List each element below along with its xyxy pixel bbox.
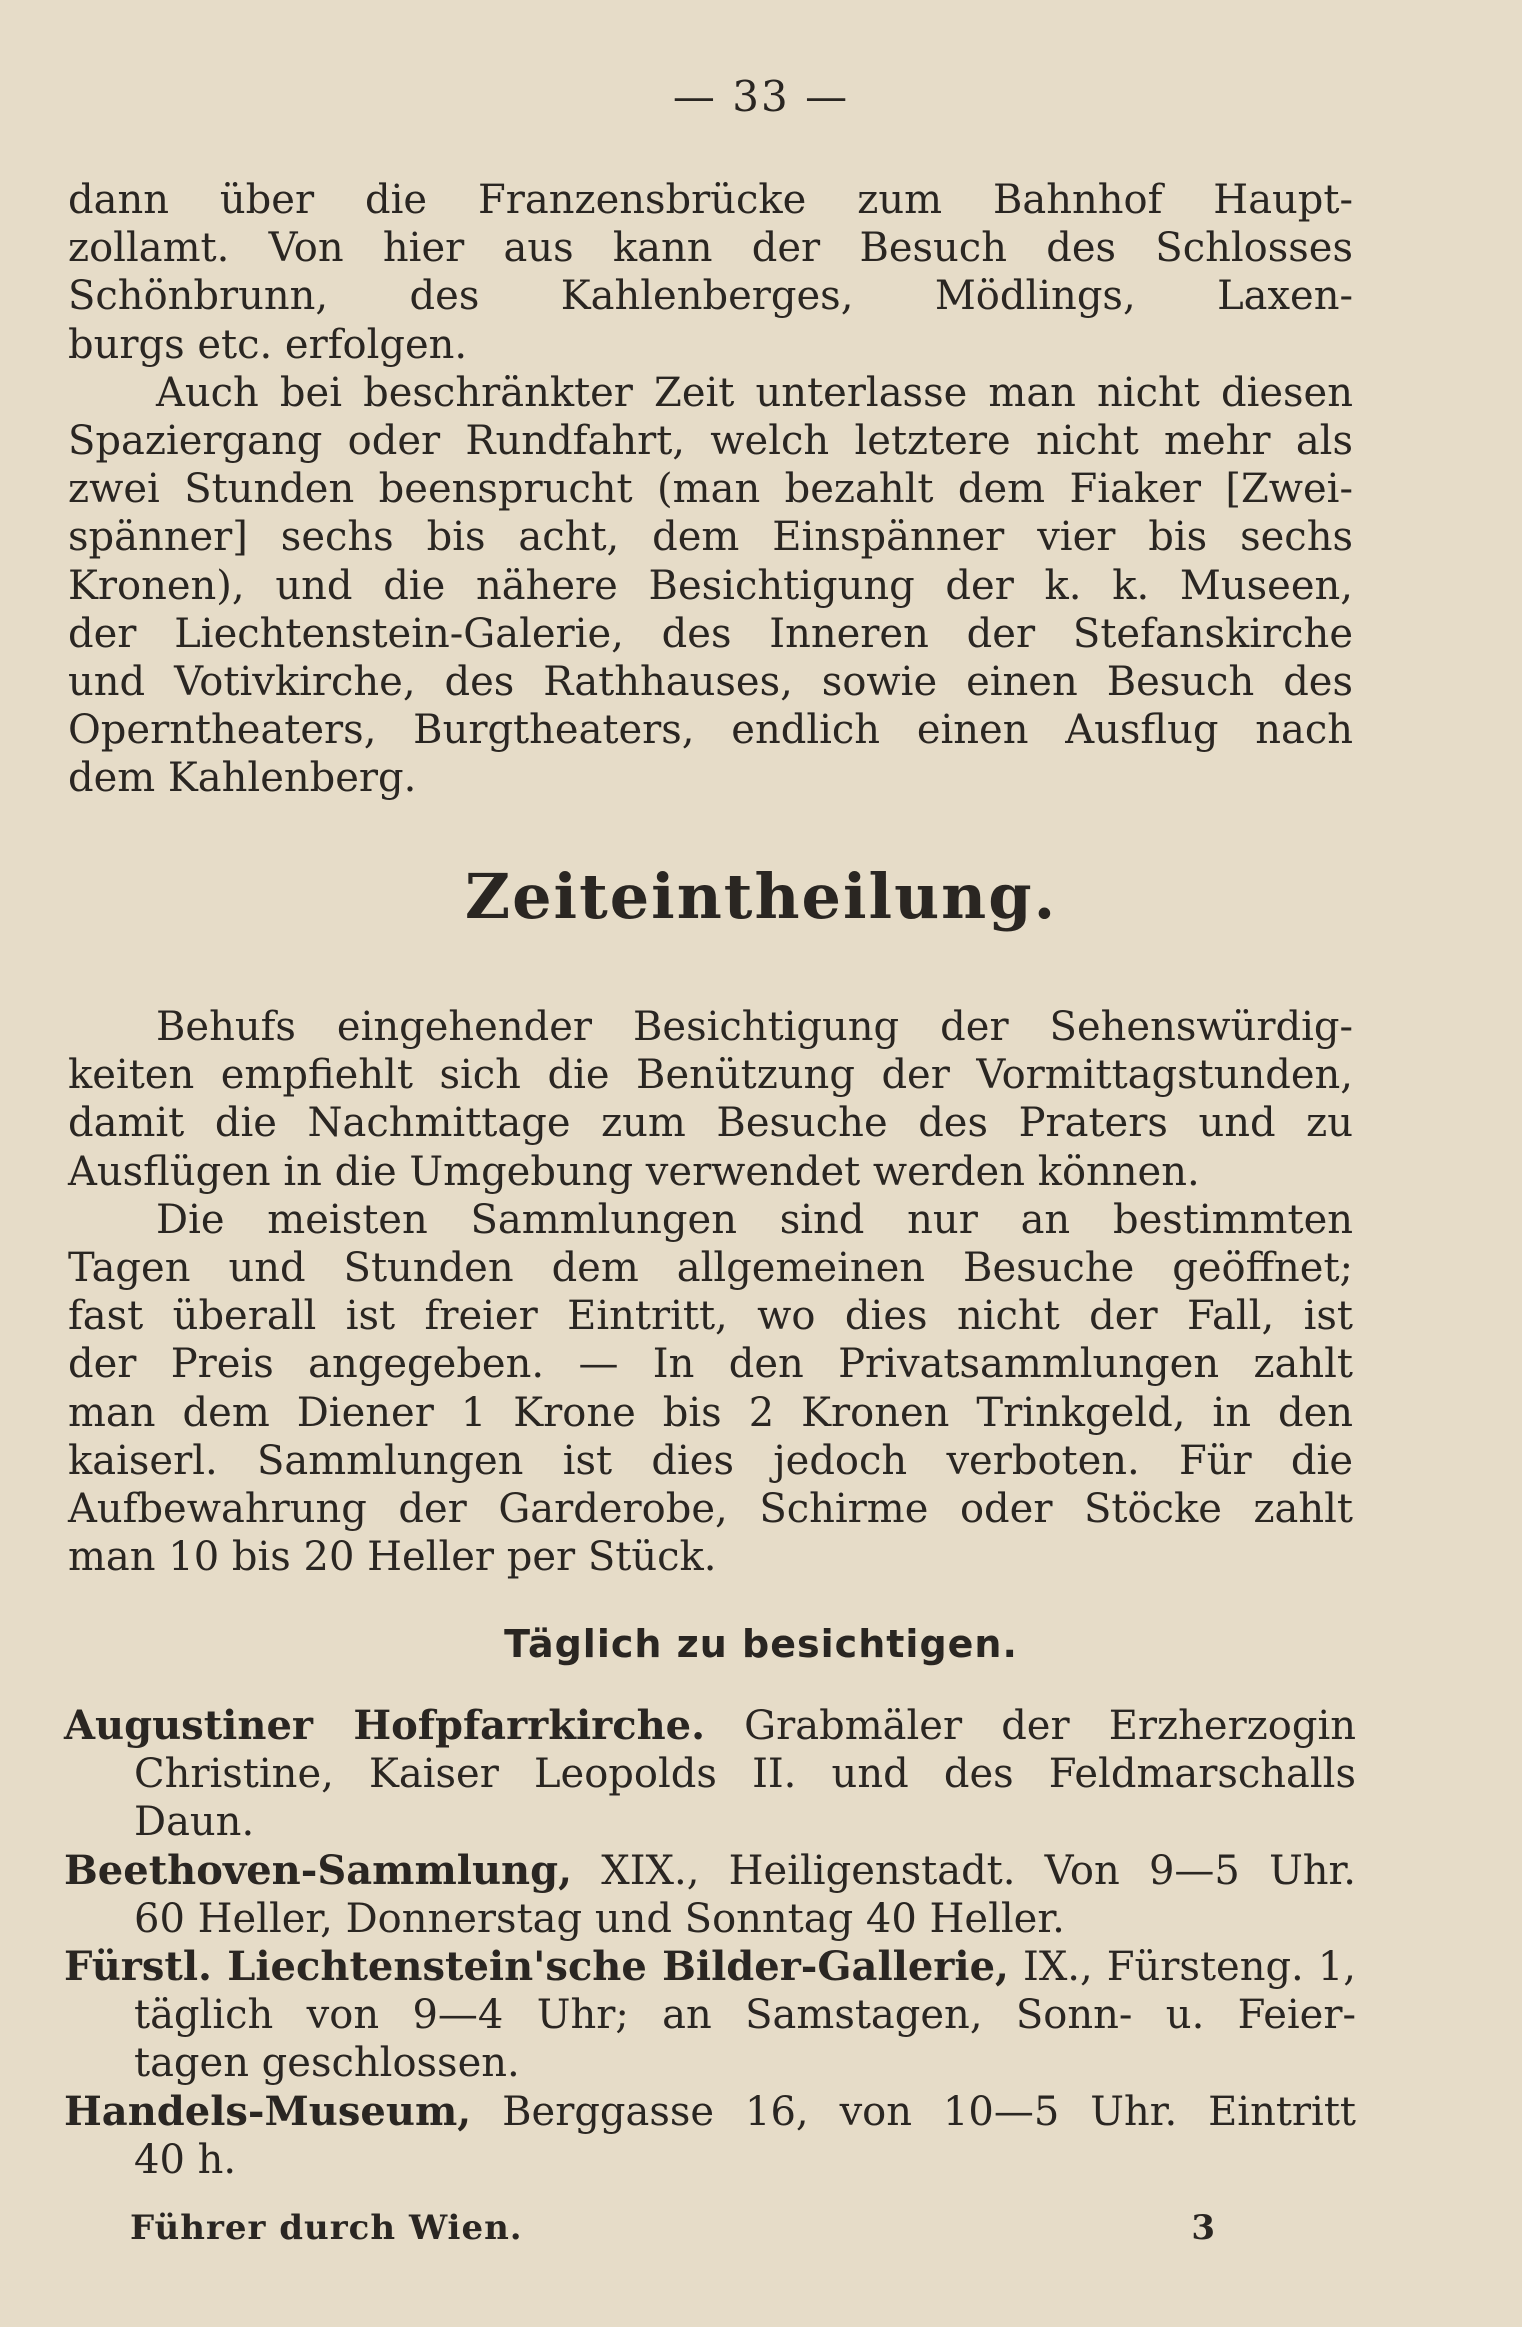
text-line: burgs etc. erfolgen. — [68, 321, 468, 368]
entry-text: Berggasse 16, von 10—5 Uhr. Eintritt — [502, 2088, 1356, 2135]
list-item — [64, 1943, 1356, 2088]
text-line: und Votivkirche, des Rathhauses, sowie einen Besuch des — [68, 659, 1353, 706]
paragraph-continuation — [68, 176, 1353, 803]
entry-name: Fürstl. Liechtenstein'sche Bilder-Gallerie, — [64, 1943, 1009, 1991]
text-line: dann über die Franzensbrücke zum Bahnhof Haupt- — [68, 177, 1353, 223]
entry-first-line — [64, 1702, 1356, 1750]
entry-first-line — [64, 2088, 1356, 2136]
list-item — [64, 1702, 1356, 1847]
text-line: man dem Diener 1 Krone bis 2 Kronen Trinkgeld, in den — [68, 1389, 1353, 1436]
footer-signature: 3 — [1191, 2208, 1215, 2248]
text-line: Schönbrunn, des Kahlenberges, Mödlings, Laxen- — [68, 273, 1353, 320]
subheading: Täglich zu besichtigen. — [504, 1622, 1018, 1666]
text-line: spänner] sechs bis acht, dem Einspänner vier bis sechs — [68, 514, 1353, 561]
text-line: Aufbewahrung der Garderobe, Schirme oder Stöcke zahlt — [68, 1486, 1353, 1533]
page-footer — [130, 2208, 1215, 2248]
entry-name: Beethoven-Sammlung, — [64, 1846, 573, 1894]
text-line: der Preis angegeben. — In den Privatsammlungen zahlt — [68, 1341, 1353, 1388]
entry-text: IX., Fürsteng. 1, — [1023, 1944, 1356, 1991]
text-line: Kronen), und die nähere Besichtigung der k. k. Museen, — [68, 562, 1353, 609]
entry-first-line — [64, 1943, 1356, 1991]
paragraph-timing — [68, 1003, 1353, 1581]
entry-text: Grabmäler der Erzherzogin — [744, 1703, 1356, 1749]
text-line: Christine, Kaiser Leopolds II. und des Feldmarschalls — [134, 1751, 1356, 1798]
text-line: zollamt. Von hier aus kann der Besuch des Schlosses — [68, 225, 1353, 272]
text-line: Die meisten Sammlungen sind nur an bestimmten — [156, 1196, 1353, 1243]
text-line: täglich von 9—4 Uhr; an Samstagen, Sonn- u. Feier- — [134, 1992, 1356, 2039]
text-line: Ausflügen in die Umgebung verwendet werden können. — [68, 1148, 1200, 1195]
entry-name: Handels-Museum, — [64, 2087, 472, 2135]
text-line: man 10 bis 20 Heller per Stück. — [68, 1534, 717, 1581]
entry-list — [64, 1702, 1356, 2184]
text-line: tagen geschlossen. — [134, 2040, 520, 2087]
entry-text: XIX., Heiligenstadt. Von 9—5 Uhr. — [601, 1847, 1356, 1894]
text-line: 60 Heller, Donnerstag und Sonntag 40 Heller. — [134, 1895, 1065, 1942]
text-line: damit die Nachmittage zum Besuche des Praters und zu — [68, 1100, 1353, 1147]
list-item — [64, 1847, 1356, 1943]
text-line: 40 h. — [134, 2136, 237, 2183]
text-line: Spaziergang oder Rundfahrt, welch letztere nicht mehr als — [68, 418, 1353, 465]
text-line: fast überall ist freier Eintritt, wo dies nicht der Fall, ist — [68, 1293, 1353, 1340]
footer-title: Führer durch Wien. — [130, 2208, 523, 2248]
text-line: der Liechtenstein-Galerie, des Inneren der Stefanskirche — [68, 610, 1353, 657]
text-line: Daun. — [134, 1799, 255, 1846]
text-line: Operntheaters, Burgtheaters, endlich einen Ausflug nach — [68, 707, 1353, 754]
section-heading: Zeiteintheilung. — [464, 860, 1058, 933]
text-line: Auch bei beschränkter Zeit unterlasse man nicht diesen — [156, 369, 1353, 416]
text-line: zwei Stunden beensprucht (man bezahlt dem Fiaker [Zwei- — [68, 466, 1353, 513]
text-line: Tagen und Stunden dem allgemeinen Besuche geöffnet; — [68, 1245, 1353, 1292]
text-line: keiten empfiehlt sich die Benützung der Vormittagstunden, — [68, 1052, 1353, 1099]
text-line: Behufs eingehender Besichtigung der Sehenswürdig- — [156, 1004, 1353, 1050]
entry-first-line — [64, 1847, 1356, 1895]
list-item — [64, 2088, 1356, 2184]
text-line: kaiserl. Sammlungen ist dies jedoch verboten. Für die — [68, 1437, 1353, 1484]
text-line: dem Kahlenberg. — [68, 755, 417, 802]
entry-name: Augustiner Hofpfarrkirche. — [64, 1702, 706, 1749]
page-number: — 33 — — [672, 72, 850, 121]
